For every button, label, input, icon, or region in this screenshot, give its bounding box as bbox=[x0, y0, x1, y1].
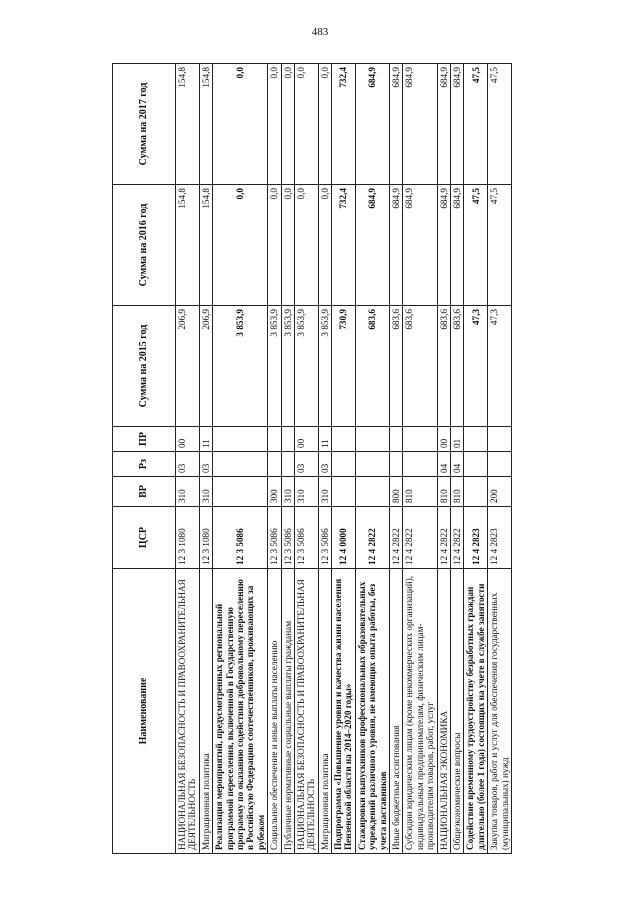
cell-csr: 12 4 2822 bbox=[403, 507, 437, 569]
cell-name: Публичные нормативные социальные выплаты гражданам bbox=[281, 569, 294, 854]
table-row bbox=[450, 64, 463, 854]
cell-sum-2017: 684,9 bbox=[450, 64, 463, 185]
cell-sum-2015: 730,9 bbox=[332, 306, 356, 427]
cell-sum-2016: 684,9 bbox=[355, 185, 389, 306]
cell-csr: 12 3 5086 bbox=[281, 507, 294, 569]
table-row bbox=[464, 64, 488, 854]
cell-pr bbox=[355, 427, 389, 452]
table-row bbox=[176, 64, 200, 854]
cell-sum-2017: 684,9 bbox=[403, 64, 437, 185]
table-row bbox=[403, 64, 437, 854]
cell-name: Реализация мероприятий, предусмотренных региональной программой переселения, включенной в Государственную программу по оказанию содействия добровольному переселению в Российскую Федерацию соотечественников, проживающих за рубежом bbox=[213, 569, 268, 854]
cell-vr: 810 bbox=[437, 477, 450, 507]
cell-sum-2016: 0,0 bbox=[213, 185, 268, 306]
cell-vr: 310 bbox=[199, 477, 212, 507]
cell-sum-2016: 684,9 bbox=[403, 185, 437, 306]
cell-csr: 12 4 2822 bbox=[450, 507, 463, 569]
cell-vr: 300 bbox=[268, 477, 281, 507]
cell-name: НАЦИОНАЛЬНАЯ БЕЗОПАСНОСТЬ И ПРАВООХРАНИТЕЛЬНАЯ ДЕЯТЕЛЬНОСТЬ bbox=[176, 569, 200, 854]
cell-vr: 800 bbox=[390, 477, 403, 507]
cell-vr bbox=[355, 477, 389, 507]
cell-pr bbox=[488, 427, 512, 452]
cell-name: Иные бюджетные ассигнования bbox=[390, 569, 403, 854]
cell-name: Стажировки выпускников профессиональных образовательных учреждений различного уровня, не имеющих опыта работы, без учета наставников bbox=[355, 569, 389, 854]
cell-sum-2016: 684,9 bbox=[450, 185, 463, 306]
header-csr: ЦСР bbox=[113, 507, 176, 569]
cell-csr: 12 3 1080 bbox=[176, 507, 200, 569]
cell-vr bbox=[464, 477, 488, 507]
cell-pr: 00 bbox=[294, 427, 318, 452]
cell-sum-2015: 3 853,9 bbox=[294, 306, 318, 427]
cell-sum-2016: 732,4 bbox=[332, 185, 356, 306]
table-header bbox=[113, 64, 176, 854]
table-row bbox=[318, 64, 331, 854]
cell-vr: 310 bbox=[318, 477, 331, 507]
cell-rz bbox=[355, 452, 389, 477]
cell-name: Социальное обеспечение и иные выплаты населению bbox=[268, 569, 281, 854]
cell-sum-2015: 683,6 bbox=[437, 306, 450, 427]
cell-pr bbox=[403, 427, 437, 452]
cell-rz bbox=[281, 452, 294, 477]
cell-csr: 12 3 5086 bbox=[294, 507, 318, 569]
cell-vr: 810 bbox=[450, 477, 463, 507]
cell-sum-2017: 0,0 bbox=[268, 64, 281, 185]
cell-pr bbox=[464, 427, 488, 452]
cell-csr: 12 4 2822 bbox=[437, 507, 450, 569]
cell-sum-2017: 732,4 bbox=[332, 64, 356, 185]
cell-vr: 200 bbox=[488, 477, 512, 507]
cell-sum-2017: 47,5 bbox=[488, 64, 512, 185]
cell-sum-2015: 206,9 bbox=[199, 306, 212, 427]
cell-rz bbox=[488, 452, 512, 477]
cell-csr: 12 4 2822 bbox=[355, 507, 389, 569]
cell-rz: 03 bbox=[294, 452, 318, 477]
header-pr: ПР bbox=[113, 427, 176, 452]
cell-sum-2015: 3 853,9 bbox=[268, 306, 281, 427]
cell-sum-2017: 47,5 bbox=[464, 64, 488, 185]
cell-pr bbox=[268, 427, 281, 452]
cell-sum-2017: 154,8 bbox=[199, 64, 212, 185]
cell-vr: 810 bbox=[403, 477, 437, 507]
cell-vr bbox=[332, 477, 356, 507]
table-row bbox=[390, 64, 403, 854]
cell-rz bbox=[464, 452, 488, 477]
page-number: 483 bbox=[311, 26, 329, 38]
cell-csr: 12 3 5086 bbox=[318, 507, 331, 569]
table-body bbox=[176, 64, 512, 854]
cell-sum-2016: 0,0 bbox=[318, 185, 331, 306]
cell-rz bbox=[268, 452, 281, 477]
cell-pr bbox=[390, 427, 403, 452]
cell-name: Закупка товаров, работ и услуг для обеспечения государственных (муниципальных) нужд bbox=[488, 569, 512, 854]
cell-csr: 12 4 2823 bbox=[488, 507, 512, 569]
cell-rz: 04 bbox=[450, 452, 463, 477]
header-sum-2015: Сумма на 2015 год bbox=[113, 306, 176, 427]
table-row bbox=[199, 64, 212, 854]
cell-rz bbox=[213, 452, 268, 477]
cell-sum-2017: 684,9 bbox=[437, 64, 450, 185]
budget-table-rotated bbox=[112, 64, 524, 854]
cell-sum-2016: 684,9 bbox=[437, 185, 450, 306]
cell-rz bbox=[390, 452, 403, 477]
cell-sum-2015: 3 853,9 bbox=[281, 306, 294, 427]
table-row bbox=[332, 64, 356, 854]
table-row bbox=[294, 64, 318, 854]
cell-sum-2015: 683,6 bbox=[450, 306, 463, 427]
cell-rz: 03 bbox=[199, 452, 212, 477]
cell-pr: 11 bbox=[199, 427, 212, 452]
cell-sum-2016: 154,8 bbox=[199, 185, 212, 306]
cell-sum-2015: 3 853,9 bbox=[318, 306, 331, 427]
cell-csr: 12 3 5086 bbox=[268, 507, 281, 569]
cell-sum-2015: 47,3 bbox=[464, 306, 488, 427]
cell-sum-2016: 0,0 bbox=[294, 185, 318, 306]
cell-sum-2016: 684,9 bbox=[390, 185, 403, 306]
cell-csr: 12 4 2823 bbox=[464, 507, 488, 569]
cell-pr bbox=[213, 427, 268, 452]
cell-vr bbox=[213, 477, 268, 507]
table-row bbox=[213, 64, 268, 854]
cell-pr bbox=[281, 427, 294, 452]
cell-vr: 310 bbox=[294, 477, 318, 507]
cell-rz: 03 bbox=[176, 452, 200, 477]
cell-name: Субсидии юридическим лицам (кроме некоммерческих организаций), индивидуальным предпринимателям, физическим лицам-производителям товаров, работ, услуг bbox=[403, 569, 437, 854]
cell-sum-2015: 206,9 bbox=[176, 306, 200, 427]
header-sum-2016: Сумма на 2016 год bbox=[113, 185, 176, 306]
cell-sum-2017: 0,0 bbox=[318, 64, 331, 185]
table-row bbox=[281, 64, 294, 854]
cell-name: НАЦИОНАЛЬНАЯ БЕЗОПАСНОСТЬ И ПРАВООХРАНИТЕЛЬНАЯ ДЕЯТЕЛЬНОСТЬ bbox=[294, 569, 318, 854]
cell-sum-2016: 0,0 bbox=[268, 185, 281, 306]
cell-vr: 310 bbox=[281, 477, 294, 507]
cell-csr: 12 4 0000 bbox=[332, 507, 356, 569]
cell-sum-2015: 47,3 bbox=[488, 306, 512, 427]
cell-name: Миграционная политика bbox=[199, 569, 212, 854]
cell-pr: 00 bbox=[437, 427, 450, 452]
cell-name: Общеэкономические вопросы bbox=[450, 569, 463, 854]
cell-sum-2016: 47,5 bbox=[488, 185, 512, 306]
cell-sum-2017: 0,0 bbox=[294, 64, 318, 185]
cell-sum-2015: 683,6 bbox=[403, 306, 437, 427]
header-name: Наименование bbox=[113, 569, 176, 854]
cell-name: НАЦИОНАЛЬНАЯ ЭКОНОМИКА bbox=[437, 569, 450, 854]
cell-name: Миграционная политика bbox=[318, 569, 331, 854]
cell-sum-2016: 47,5 bbox=[464, 185, 488, 306]
cell-sum-2017: 154,8 bbox=[176, 64, 200, 185]
cell-csr: 12 3 5086 bbox=[213, 507, 268, 569]
cell-sum-2016: 0,0 bbox=[281, 185, 294, 306]
cell-pr: 00 bbox=[176, 427, 200, 452]
cell-sum-2015: 683,6 bbox=[390, 306, 403, 427]
table-row bbox=[488, 64, 512, 854]
cell-sum-2017: 0,0 bbox=[281, 64, 294, 185]
table-row bbox=[437, 64, 450, 854]
cell-csr: 12 4 2822 bbox=[390, 507, 403, 569]
cell-pr: 11 bbox=[318, 427, 331, 452]
cell-pr: 01 bbox=[450, 427, 463, 452]
cell-sum-2015: 3 853,9 bbox=[213, 306, 268, 427]
cell-sum-2015: 683,6 bbox=[355, 306, 389, 427]
header-vr: ВР bbox=[113, 477, 176, 507]
cell-sum-2017: 684,9 bbox=[390, 64, 403, 185]
table-row bbox=[268, 64, 281, 854]
cell-sum-2017: 684,9 bbox=[355, 64, 389, 185]
cell-rz bbox=[403, 452, 437, 477]
cell-name: Подпрограмма «Повышение уровня и качества жизни населения Пензенской области на 2014–2020 годы» bbox=[332, 569, 356, 854]
cell-name: Содействие временному трудоустройству безработных граждан длительно (более 1 года) состоящих на учете в службе занятости bbox=[464, 569, 488, 854]
cell-sum-2016: 154,8 bbox=[176, 185, 200, 306]
header-rz: Рз bbox=[113, 452, 176, 477]
cell-sum-2017: 0,0 bbox=[213, 64, 268, 185]
cell-rz: 04 bbox=[437, 452, 450, 477]
cell-rz bbox=[332, 452, 356, 477]
cell-vr: 310 bbox=[176, 477, 200, 507]
header-sum-2017: Сумма на 2017 год bbox=[113, 64, 176, 185]
cell-rz: 03 bbox=[318, 452, 331, 477]
budget-table bbox=[112, 63, 512, 854]
table-row bbox=[355, 64, 389, 854]
cell-csr: 12 3 1080 bbox=[199, 507, 212, 569]
cell-pr bbox=[332, 427, 356, 452]
